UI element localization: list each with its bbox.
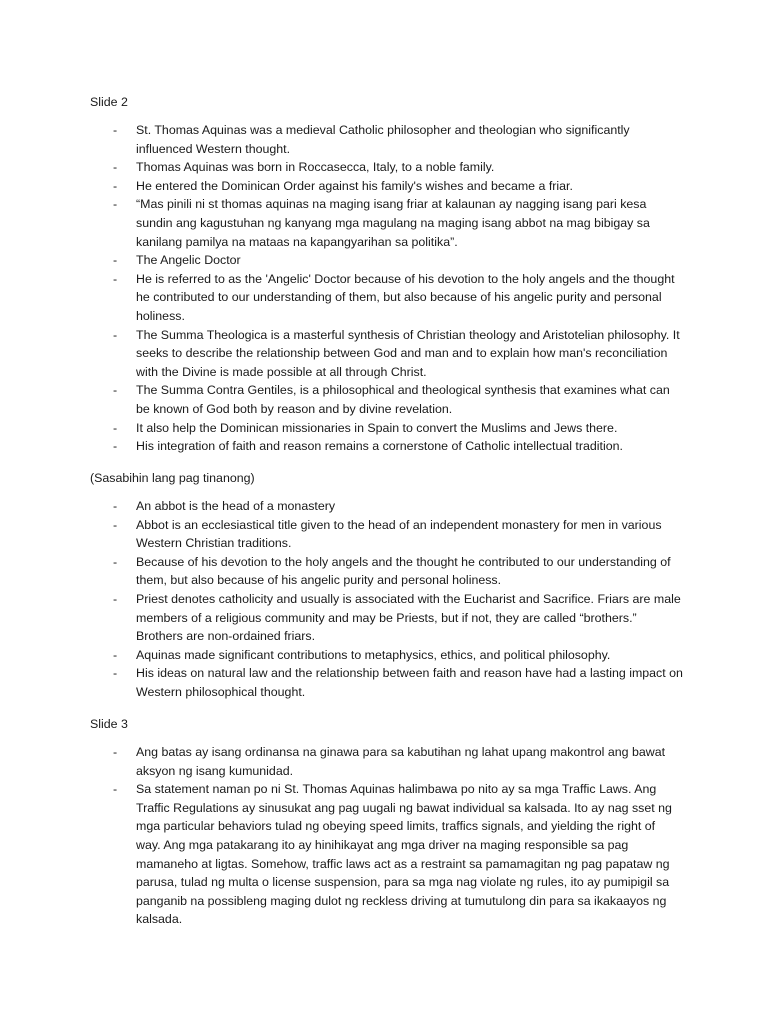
bullet-dash: -	[113, 499, 118, 513]
list-item	[113, 780, 683, 929]
bullet-text: Abbot is an ecclesiastical title given to the head of an independent monastery for men in various Western Christian traditions.	[136, 517, 662, 551]
bullet-dash: -	[113, 517, 118, 532]
list-item	[113, 270, 683, 326]
bullet-text: He is referred to as the 'Angelic' Doctor because of his devotion to the holy angels and the thought he contributed to our understanding of them, but also because of his angelic purity and personal holiness.	[136, 271, 675, 323]
list-item	[113, 437, 683, 456]
bullet-text: The Summa Contra Gentiles, is a philosophical and theological synthesis that examines what can be known of God both by reason and by divine revelation.	[136, 383, 670, 416]
bullet-dash: -	[113, 591, 118, 606]
list-item	[113, 195, 683, 251]
bullet-dash: -	[113, 197, 118, 212]
list-item	[113, 326, 683, 382]
list-item	[113, 516, 683, 553]
bullet-text: The Summa Theologica is a masterful synthesis of Christian theology and Aristotelian philosophy. It seeks to describe the relationship between God and man and to explain how man's reconciliation with the Divine is made possible at all through Christ.	[136, 327, 680, 379]
bullet-text: Thomas Aquinas was born in Roccasecca, Italy, to a noble family.	[136, 160, 495, 175]
bullet-dash: -	[113, 383, 118, 398]
bullet-text: He entered the Dominican Order against his family's wishes and became a friar.	[136, 178, 573, 193]
aside-bullet-list	[113, 497, 683, 702]
bullet-dash: -	[113, 160, 118, 175]
bullet-dash: -	[113, 271, 118, 286]
list-item	[113, 251, 683, 270]
list-item	[113, 664, 683, 701]
slide-3-bullet-list	[113, 743, 683, 929]
list-item	[113, 158, 683, 177]
aside-heading: (Sasabihin lang pag tinanong)	[90, 471, 255, 485]
bullet-dash: -	[113, 420, 118, 435]
bullet-dash: -	[113, 782, 118, 797]
bullet-dash: -	[113, 666, 118, 681]
bullet-text: Sa statement naman po ni St. Thomas Aquinas halimbawa po nito ay sa mga Traffic Laws. Ang Traffic Regulations ay sinusukat ang pag uugali ng bawat individual sa kalsada. Ito ay nag sset ng mga particular behaviors tulad ng obeying speed limits, traffics signals, and yielding the right of way. Ang mga patakarang ito ay hinihikayat ang mga driver na maging responsible sa pag mamaneho at ligtas. Somehow, traffic laws act as a restraint sa pamamagitan ng pag papataw ng parusa, tulad ng multa o license suspension, para sa mga nag violate ng rules, ito ay pumipigil sa panganib na possibleng maging dulot ng reckless driving at tumutulong din para sa ikakaayos ng kalsada.	[136, 782, 672, 927]
list-item	[113, 419, 683, 438]
list-item	[113, 497, 683, 516]
list-item	[113, 646, 683, 665]
slide-2-bullet-list	[113, 121, 683, 456]
bullet-text: His ideas on natural law and the relationship between faith and reason have had a lasting impact on Western philosophical thought.	[136, 666, 683, 699]
list-item	[113, 121, 683, 158]
bullet-text: Because of his devotion to the holy angels and the thought he contributed to our understanding of them, but also because of his angelic purity and personal holiness.	[136, 554, 671, 588]
list-item	[113, 381, 683, 418]
bullet-text: “Mas pinili ni st thomas aquinas na maging isang friar at kalaunan ay nagging isang pari kesa sundin ang kagustuhan ng kanyang mga magulang na maging isang abbot na mag bibigay sa kanilang pamilya na mataas na kapangyarihan sa politika”.	[136, 197, 650, 249]
bullet-dash: -	[113, 647, 118, 662]
bullet-dash: -	[113, 253, 118, 268]
bullet-text: An abbot is the head of a monastery	[136, 499, 336, 513]
slide-2-heading: Slide 2	[90, 95, 128, 109]
bullet-dash: -	[113, 439, 118, 454]
bullet-text: St. Thomas Aquinas was a medieval Catholic philosopher and theologian who significantly influenced Western thought.	[136, 123, 630, 156]
bullet-text: Ang batas ay isang ordinansa na ginawa para sa kabutihan ng lahat upang makontrol ang bawat aksyon ng isang kumunidad.	[136, 745, 666, 778]
bullet-dash: -	[113, 327, 118, 342]
list-item	[113, 743, 683, 780]
bullet-text: Aquinas made significant contributions to metaphysics, ethics, and political philosophy.	[136, 647, 611, 662]
list-item	[113, 177, 683, 196]
list-item	[113, 590, 683, 646]
bullet-dash: -	[113, 745, 118, 759]
bullet-text: The Angelic Doctor	[136, 253, 241, 268]
slide-3-heading: Slide 3	[90, 717, 128, 731]
bullet-dash: -	[113, 178, 118, 193]
bullet-dash: -	[113, 554, 118, 569]
bullet-dash: -	[113, 123, 118, 137]
list-item	[113, 553, 683, 590]
bullet-text: His integration of faith and reason remains a cornerstone of Catholic intellectual tradition.	[136, 439, 623, 454]
bullet-text: It also help the Dominican missionaries in Spain to convert the Muslims and Jews there.	[136, 420, 618, 435]
bullet-text: Priest denotes catholicity and usually is associated with the Eucharist and Sacrifice. Friars are male members of a religious community and may be Priests, but if not, they are called “brothers.” Brothers are non-ordained friars.	[136, 591, 681, 644]
